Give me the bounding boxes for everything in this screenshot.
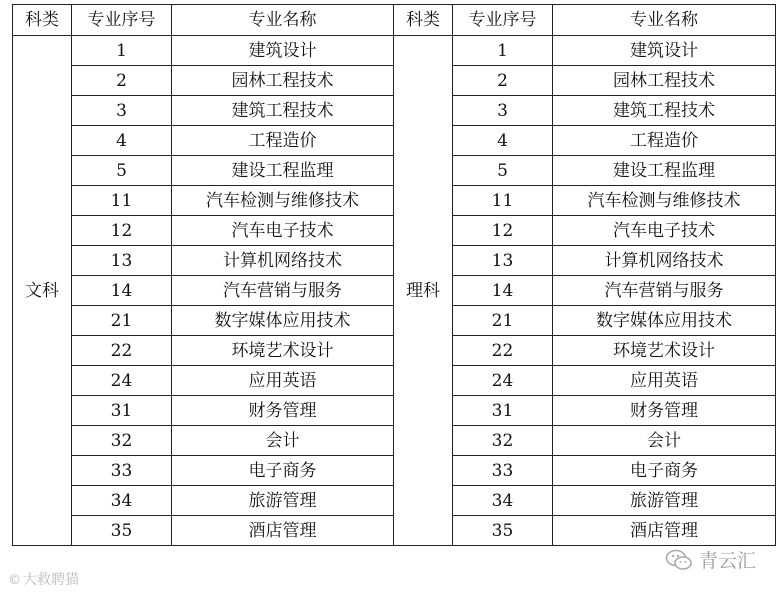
major-name-right: 汽车营销与服务 <box>553 276 776 306</box>
major-name-right: 财务管理 <box>553 396 776 426</box>
major-number-left: 3 <box>72 96 172 126</box>
major-name-right: 电子商务 <box>553 456 776 486</box>
major-number-left: 32 <box>72 426 172 456</box>
copyright-icon: © <box>8 573 21 588</box>
major-name-left: 数字媒体应用技术 <box>172 306 394 336</box>
major-name-left: 旅游管理 <box>172 486 394 516</box>
major-number-right: 2 <box>453 66 553 96</box>
major-number-right: 11 <box>453 186 553 216</box>
major-name-right: 建筑设计 <box>553 36 776 66</box>
major-name-right: 汽车电子技术 <box>553 216 776 246</box>
major-name-left: 工程造价 <box>172 126 394 156</box>
major-name-left: 建筑工程技术 <box>172 96 394 126</box>
header-name-right: 专业名称 <box>553 5 776 36</box>
header-number-left: 专业序号 <box>72 5 172 36</box>
majors-table <box>12 4 776 546</box>
major-name-left: 电子商务 <box>172 456 394 486</box>
table-body <box>13 36 776 546</box>
major-number-right: 12 <box>453 216 553 246</box>
header-category-left: 科类 <box>13 5 72 36</box>
header-row <box>13 5 776 36</box>
major-number-left: 4 <box>72 126 172 156</box>
major-number-right: 1 <box>453 36 553 66</box>
major-name-right: 酒店管理 <box>553 516 776 546</box>
major-number-left: 5 <box>72 156 172 186</box>
major-number-right: 4 <box>453 126 553 156</box>
major-number-left: 35 <box>72 516 172 546</box>
major-number-left: 21 <box>72 306 172 336</box>
major-number-left: 33 <box>72 456 172 486</box>
watermark-right-text: 青云汇 <box>698 550 756 572</box>
major-number-left: 2 <box>72 66 172 96</box>
major-name-right: 建设工程监理 <box>553 156 776 186</box>
table-row <box>13 36 776 66</box>
major-name-right: 工程造价 <box>553 126 776 156</box>
watermark-left <box>8 569 79 589</box>
major-number-left: 31 <box>72 396 172 426</box>
major-name-left: 会计 <box>172 426 394 456</box>
major-name-left: 财务管理 <box>172 396 394 426</box>
major-number-right: 32 <box>453 426 553 456</box>
major-name-left: 园林工程技术 <box>172 66 394 96</box>
major-name-left: 汽车检测与维修技术 <box>172 186 394 216</box>
major-number-left: 14 <box>72 276 172 306</box>
major-number-right: 3 <box>453 96 553 126</box>
major-number-left: 13 <box>72 246 172 276</box>
major-name-right: 汽车检测与维修技术 <box>553 186 776 216</box>
major-number-right: 5 <box>453 156 553 186</box>
major-number-right: 31 <box>453 396 553 426</box>
header-category-right: 科类 <box>394 5 453 36</box>
major-number-left: 22 <box>72 336 172 366</box>
major-number-right: 24 <box>453 366 553 396</box>
watermark-left-text: 大救聘猫 <box>23 572 79 588</box>
major-name-right: 应用英语 <box>553 366 776 396</box>
major-name-left: 汽车电子技术 <box>172 216 394 246</box>
major-number-right: 14 <box>453 276 553 306</box>
major-name-right: 计算机网络技术 <box>553 246 776 276</box>
major-name-right: 会计 <box>553 426 776 456</box>
major-name-right: 环境艺术设计 <box>553 336 776 366</box>
major-name-left: 建筑设计 <box>172 36 394 66</box>
major-number-right: 33 <box>453 456 553 486</box>
major-name-left: 计算机网络技术 <box>172 246 394 276</box>
category-right: 理科 <box>394 36 453 546</box>
major-number-left: 11 <box>72 186 172 216</box>
header-number-right: 专业序号 <box>453 5 553 36</box>
major-name-left: 环境艺术设计 <box>172 336 394 366</box>
major-number-right: 21 <box>453 306 553 336</box>
major-name-left: 建设工程监理 <box>172 156 394 186</box>
major-name-right: 建筑工程技术 <box>553 96 776 126</box>
major-name-left: 应用英语 <box>172 366 394 396</box>
category-left: 文科 <box>13 36 72 546</box>
major-number-right: 13 <box>453 246 553 276</box>
header-name-left: 专业名称 <box>172 5 394 36</box>
major-name-left: 酒店管理 <box>172 516 394 546</box>
major-number-left: 12 <box>72 216 172 246</box>
major-number-left: 34 <box>72 486 172 516</box>
watermark-right <box>665 546 756 573</box>
major-number-left: 1 <box>72 36 172 66</box>
major-number-right: 35 <box>453 516 553 546</box>
major-name-right: 数字媒体应用技术 <box>553 306 776 336</box>
wechat-icon <box>665 549 693 571</box>
major-number-right: 22 <box>453 336 553 366</box>
major-number-left: 24 <box>72 366 172 396</box>
major-name-right: 园林工程技术 <box>553 66 776 96</box>
major-name-left: 汽车营销与服务 <box>172 276 394 306</box>
major-number-right: 34 <box>453 486 553 516</box>
major-name-right: 旅游管理 <box>553 486 776 516</box>
